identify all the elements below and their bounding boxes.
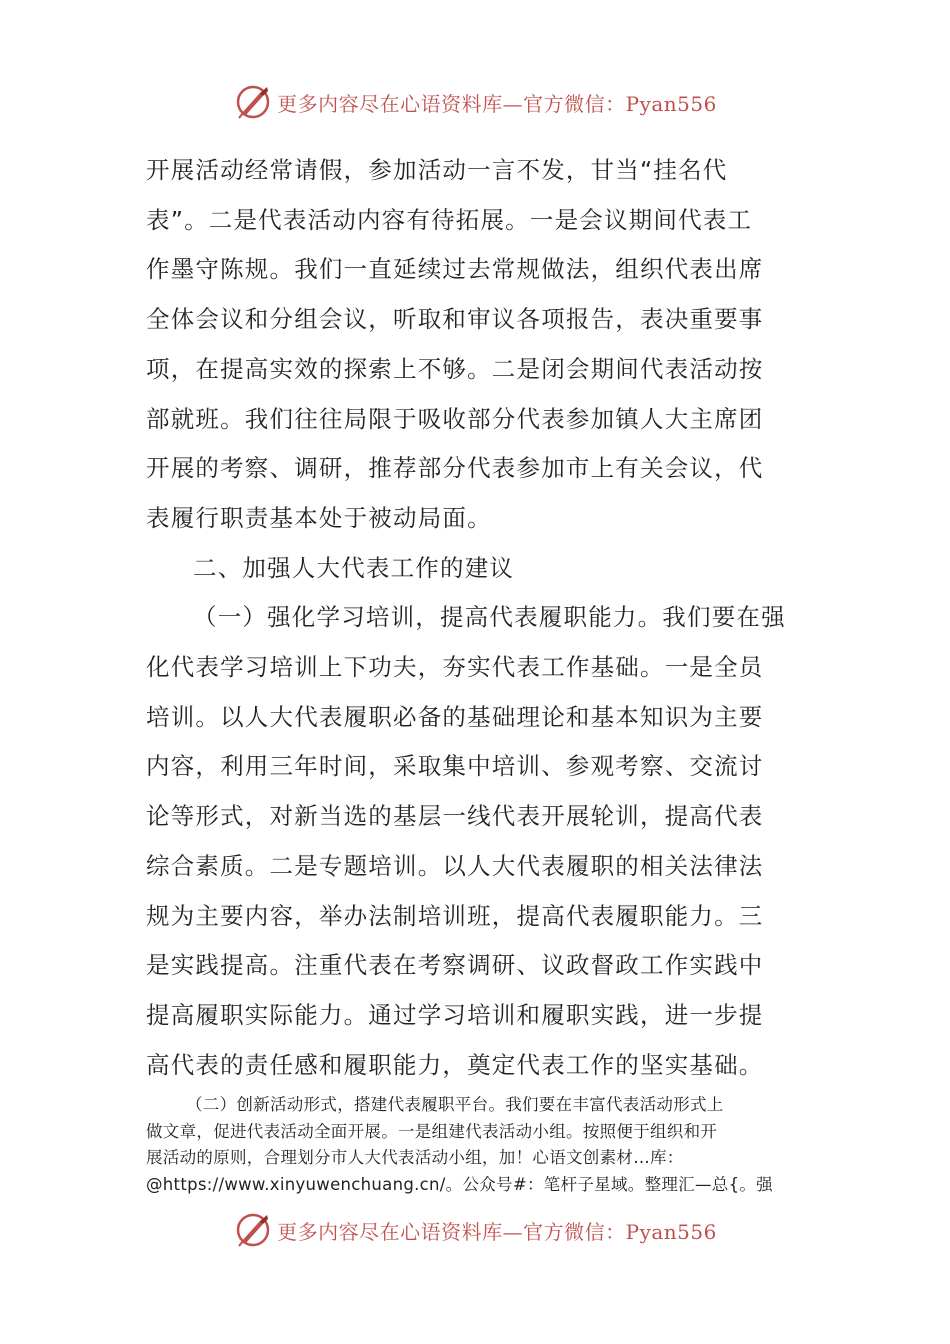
paragraph-intro	[146, 146, 806, 544]
text-line: 开展的考察、调研，推荐部分代表参加市上有关会议，代	[146, 454, 764, 483]
banner-text: 更多内容尽在心语资料库—官方微信：Pyan556	[277, 91, 717, 116]
heading-text: 二、加强人大代表工作的建议	[193, 553, 515, 582]
text-line: 全体会议和分组会议，听取和审议各项报告，表决重要事	[146, 305, 764, 334]
text-line: 表”。二是代表活动内容有待拓展。一是会议期间代表工	[146, 205, 753, 234]
section-heading	[146, 544, 806, 594]
text-line: 项，在提高实效的探索上不够。二是闭会期间代表活动按	[146, 354, 764, 383]
text-line: 培训。以人大代表履职必备的基础理论和基本知识为主要	[146, 702, 764, 731]
text-line: 论等形式，对新当选的基层一线代表开展轮训，提高代表	[146, 802, 764, 831]
text-line: （一）强化学习培训，提高代表履职能力。我们要在强	[193, 603, 786, 632]
text-line: 综合素质。二是专题培训。以人大代表履职的相关法律法	[146, 851, 764, 880]
text-line: 表履行职责基本处于被动局面。	[146, 503, 492, 532]
text-line: 高代表的责任感和履职能力，奠定代表工作的坚实基础。	[146, 1050, 764, 1079]
text-line: 规为主要内容，举办法制培训班，提高代表履职能力。三	[146, 901, 764, 930]
header-banner	[0, 82, 950, 122]
paragraph-section-2	[146, 1092, 806, 1198]
paragraph-section-1	[146, 593, 806, 1090]
text-line: 开展活动经常请假，参加活动一言不发，甘当“挂名代	[146, 156, 728, 184]
text-line: @https://www.xinyuwenchuang.cn/。公众号#：笔杆子星域。整理汇—总{。强	[146, 1174, 773, 1194]
footer-banner	[0, 1210, 950, 1250]
text-line: （二）创新活动形式，搭建代表履职平台。我们要在丰富代表活动形式上	[186, 1095, 724, 1114]
pen-logo-icon	[233, 82, 273, 122]
text-line: 化代表学习培训上下功夫，夯实代表工作基础。一是全员	[146, 653, 764, 682]
text-line: 展活动的原则，合理划分市人大代表活动小组，加！心语文创素材…库：	[146, 1148, 684, 1167]
pen-logo-icon	[233, 1210, 273, 1250]
text-line: 是实践提高。注重代表在考察调研、议政督政工作实践中	[146, 951, 764, 980]
document-body	[146, 146, 806, 1090]
text-line: 提高履职实际能力。通过学习培训和履职实践，进一步提	[146, 1000, 764, 1029]
text-line: 内容，利用三年时间，采取集中培训、参观考察、交流讨	[146, 752, 764, 781]
text-line: 部就班。我们往往局限于吸收部分代表参加镇人大主席团	[146, 404, 764, 433]
text-line: 作墨守陈规。我们一直延续过去常规做法，组织代表出席	[146, 255, 764, 284]
banner-text: 更多内容尽在心语资料库—官方微信：Pyan556	[277, 1219, 717, 1244]
text-line: 做文章，促进代表活动全面开展。一是组建代表活动小组。按照便于组织和开	[146, 1121, 718, 1141]
